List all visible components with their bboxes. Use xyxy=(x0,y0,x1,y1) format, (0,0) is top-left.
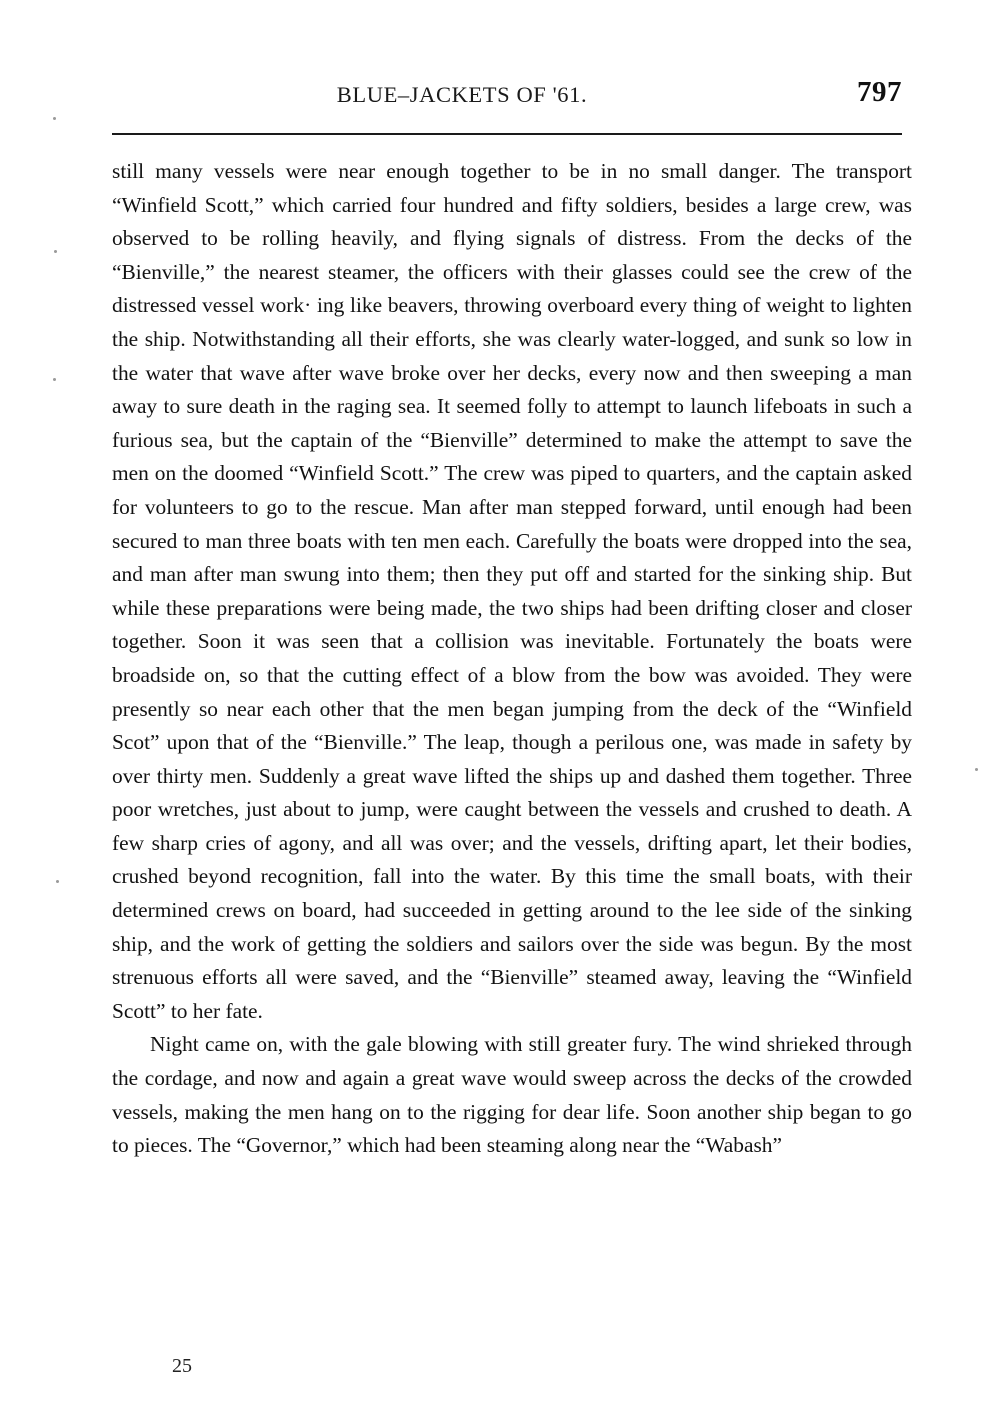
page-speck xyxy=(54,250,57,253)
page-speck xyxy=(56,880,59,883)
page-speck xyxy=(53,117,56,120)
paragraph-continuation: still many vessels were near enough together to be in no small danger. The transport “Winfield Scott,” which carried four hundred and fifty soldiers, besides a large crew, was observed to be rolling heavily, and flying signals of distress. From the decks of the “Bienville,” the nearest steamer, the officers with their glasses could see the crew of the distressed vessel work· ing like beavers, throwing overboard every thing of weight to lighten the ship. Notwithstanding all their efforts, she was clearly water-logged, and sunk so low in the water that wave after wave broke over her decks, every now and then sweeping a man away to sure death in the raging sea. It seemed folly to attempt to launch lifeboats in such a furious sea, but the captain of the “Bienville” determined to make the attempt to save the men on the doomed “Winfield Scott.” The crew was piped to quarters, and the captain asked for volunteers to go to the rescue. Man after man stepped forward, until enough had been secured to man three boats with ten men each. Carefully the boats were dropped into the sea, and man after man swung into them; then they put off and started for the sinking ship. But while these preparations were being made, the two ships had been drifting closer and closer together. Soon it was seen that a collision was inevitable. Fortunately the boats were broadside on, so that the cutting effect of a blow from the bow was avoided. They were presently so near each other that the men began jumping from the deck of the “Winfield Scot” upon that of the “Bienville.” The leap, though a perilous one, was made in safety by over thirty men. Suddenly a great wave lifted the ships up and dashed them together. Three poor wretches, just about to jump, were caught between the vessels and crushed to death. A few sharp cries of agony, and all was over; and the vessels, drifting apart, let their bodies, crushed beyond recognition, fall into the water. By this time the small boats, with their determined crews on board, had succeeded in getting around to the lee side of the sinking ship, and the work of getting the soldiers and sailors over the side was begun. By the most strenuous efforts all were saved, and the “Bienville” steamed away, leaving the “Winfield Scott” to her fate. xyxy=(112,159,912,1023)
header-rule xyxy=(112,133,902,135)
signature-mark: 25 xyxy=(172,1355,192,1377)
running-title: BLUE–JACKETS OF '61. xyxy=(336,82,588,107)
page-speck xyxy=(975,768,978,771)
page-header xyxy=(112,76,902,116)
page-number: 797 xyxy=(857,76,902,108)
body-text xyxy=(112,155,912,1163)
paragraph-night-came-on: Night came on, with the gale blowing with still greater fury. The wind shrieked through the cordage, and now and again a great wave would sweep across the decks of the crowded vessels, making the men hang on to the rigging for dear life. Soon another ship began to go to pieces. The “Governor,” which had been steaming along near the “Wabash” xyxy=(112,1032,912,1158)
page-speck xyxy=(53,378,56,381)
